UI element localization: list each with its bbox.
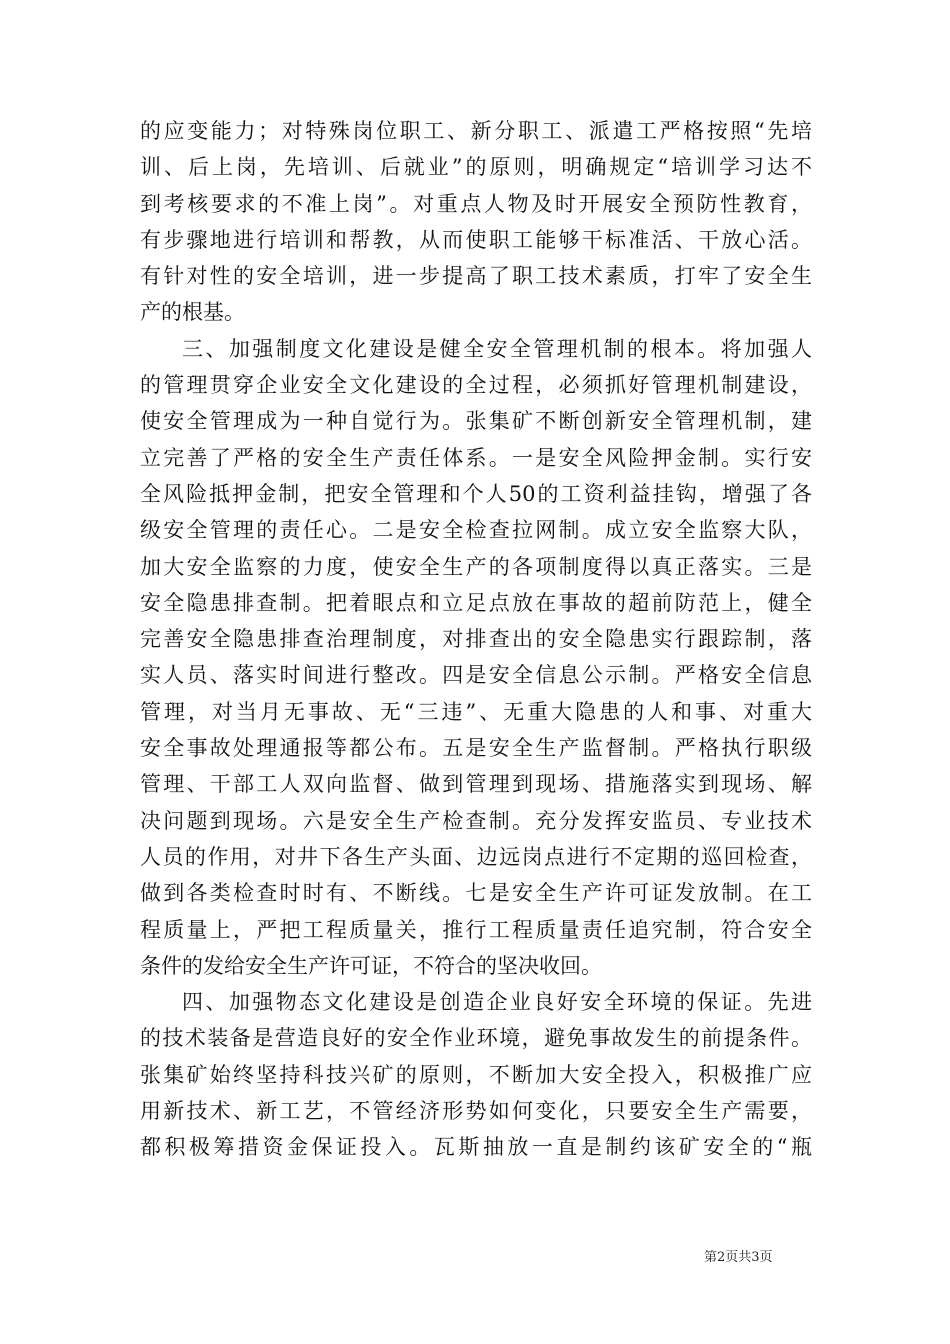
text-line: 有针对性的安全培训，进一步提高了职工技术素质，打牢了安全生 [140,264,812,289]
text-line: 都积极筹措资金保证投入。瓦斯抽放一直是制约该矿安全的“瓶 [140,1135,812,1160]
text-line: 张集矿始终坚持科技兴矿的原则，不断加大安全投入，积极推广应 [140,1062,812,1087]
text-line: 级安全管理的责任心。二是安全检查拉网制。成立安全监察大队， [140,518,812,543]
text-line: 四、加强物态文化建设是创造企业良好安全环境的保证。先进 [182,990,812,1015]
text-line: 管理、干部工人双向监督、做到管理到现场、措施落实到现场、解 [140,772,812,797]
text-line: 实人员、落实时间进行整改。四是安全信息公示制。严格安全信息 [140,663,812,688]
text-line: 程质量上，严把工程质量关，推行工程质量责任追究制，符合安全 [140,917,812,942]
text-line: 使安全管理成为一种自觉行为。张集矿不断创新安全管理机制，建 [140,409,812,434]
text-line: 加大安全监察的力度，使安全生产的各项制度得以真正落实。三是 [140,554,812,579]
text-line: 的应变能力；对特殊岗位职工、新分职工、派遣工严格按照“先培 [140,119,812,143]
text-line: 的技术装备是营造良好的安全作业环境，避免事故发生的前提条件。 [140,1026,812,1051]
text-line: 安全事故处理通报等都公布。五是安全生产监督制。严格执行职级 [140,736,812,761]
body-text [140,113,812,1166]
text-line: 立完善了严格的安全生产责任体系。一是安全风险押金制。实行安 [140,445,812,470]
text-line: 到考核要求的不准上岗”。对重点人物及时开展安全预防性教育， [140,191,812,216]
text-line: 条件的发给安全生产许可证，不符合的坚决收回。 [140,953,602,978]
text-line: 用新技术、新工艺，不管经济形势如何变化，只要安全生产需要， [140,1099,812,1124]
text-line: 三、加强制度文化建设是健全安全管理机制的根本。将加强人 [182,336,812,361]
text-line: 产的根基。 [140,300,245,325]
text-line: 管理，对当月无事故、无“三违”、无重大隐患的人和事、对重大 [140,699,812,724]
text-line: 做到各类检查时时有、不断线。七是安全生产许可证发放制。在工 [140,881,812,906]
text-line: 训、后上岗，先培训、后就业”的原则，明确规定“培训学习达不 [140,155,812,180]
text-line: 决问题到现场。六是安全生产检查制。充分发挥安监员、专业技术 [140,808,812,833]
text-line: 的管理贯穿企业安全文化建设的全过程，必须抓好管理机制建设， [140,373,812,398]
page-number-footer: 第2页共3页 [704,1250,773,1265]
text-line: 全风险抵押金制，把安全管理和个人50的工资利益挂钩，增强了各 [140,481,812,506]
text-line: 有步骤地进行培训和帮教，从而使职工能够干标准活、干放心活。 [140,227,812,252]
text-line: 人员的作用，对井下各生产头面、边远岗点进行不定期的巡回检查， [140,844,812,869]
text-line: 安全隐患排查制。把着眼点和立足点放在事故的超前防范上，健全 [140,590,812,615]
text-line: 完善安全隐患排查治理制度，对排查出的安全隐患实行跟踪制，落 [140,627,812,652]
